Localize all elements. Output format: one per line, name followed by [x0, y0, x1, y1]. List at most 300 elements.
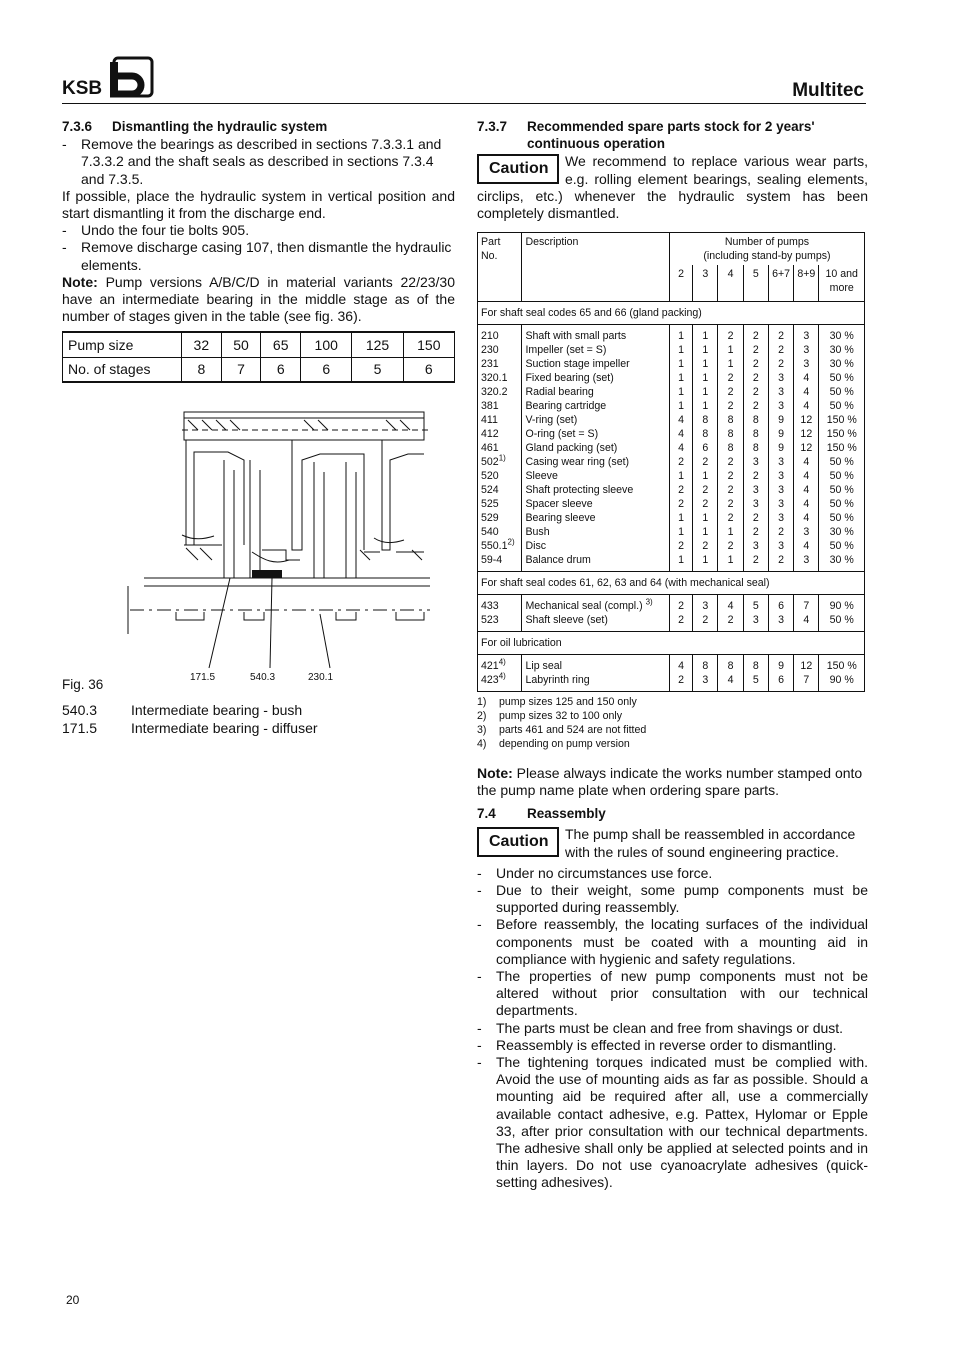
- quantity-value: 2: [702, 455, 709, 468]
- legend-code: 540.3: [62, 702, 98, 718]
- part-description: [525, 673, 666, 687]
- table-header-row: [478, 233, 865, 266]
- quantity-value: 150 %: [826, 659, 857, 672]
- quantity-value: 4: [803, 613, 810, 626]
- table-cell: 7: [221, 357, 261, 382]
- part-number: [481, 483, 518, 497]
- table-cell: [693, 594, 718, 631]
- quantity-value: 50 %: [829, 539, 854, 552]
- part-number-text: 540: [481, 525, 499, 538]
- quantity-value: 4: [803, 371, 810, 384]
- quantity-value: 2: [702, 483, 709, 496]
- footnote-ref: 1): [498, 453, 506, 463]
- table-cell: 6: [403, 357, 454, 382]
- caution-block: [477, 826, 868, 860]
- quantity-value: 3: [778, 539, 785, 552]
- quantity-value: 150 %: [826, 413, 857, 426]
- quantity-value: 2: [778, 357, 785, 370]
- quantity-value: 4: [803, 469, 810, 482]
- caution-block: [477, 153, 868, 222]
- quantity-value: 1: [702, 553, 709, 566]
- quantity-value: 4: [727, 673, 734, 686]
- quantity-value: 2: [702, 613, 709, 626]
- header-part-no: Part No.: [478, 233, 522, 302]
- table-cell: 6: [301, 357, 352, 382]
- section-heading-7-4: [477, 805, 868, 822]
- section-title: Dismantling the hydraulic system: [112, 119, 328, 134]
- table-cell: [522, 324, 670, 571]
- header-number-of-pumps: [669, 233, 864, 266]
- quantity-value: 2: [752, 525, 759, 538]
- quantity-value: 50 %: [829, 497, 854, 510]
- table-cell: [669, 594, 692, 631]
- callout-label: 540.3: [250, 672, 276, 683]
- quantity-value: 8: [727, 659, 734, 672]
- footnote-key: 1): [477, 695, 487, 708]
- header-rule: [62, 103, 866, 104]
- quantity-value: 8: [752, 413, 759, 426]
- group-oil-lubrication: [478, 631, 865, 691]
- part-number: [481, 469, 518, 483]
- quantity-value: 50 %: [829, 385, 854, 398]
- footnote-ref: 4): [498, 671, 506, 681]
- quantity-value: 3: [803, 553, 810, 566]
- legend-row: [62, 702, 318, 720]
- part-description: [525, 659, 666, 673]
- quantity-value: 2: [752, 469, 759, 482]
- quantity-value: 1: [678, 525, 685, 538]
- part-number: [481, 455, 518, 469]
- dismantle-steps-a: [62, 136, 455, 188]
- note-paragraph: [62, 274, 455, 326]
- quantity-value: 2: [752, 511, 759, 524]
- part-description-text: Mechanical seal (compl.): [525, 599, 643, 612]
- section-title: Reassembly: [527, 806, 606, 822]
- part-description-text: Suction stage impeller: [525, 357, 630, 370]
- quantity-value: 50 %: [829, 483, 854, 496]
- quantity-value: 8: [752, 659, 759, 672]
- legend-row: [62, 720, 318, 738]
- part-number: [481, 511, 518, 525]
- quantity-value: 50 %: [829, 399, 854, 412]
- legend-code: 171.5: [62, 719, 98, 736]
- table-cell: 8: [182, 357, 222, 382]
- page-number: 20: [66, 1293, 80, 1307]
- quantity-value: 8: [727, 441, 734, 454]
- part-number-text: 320.2: [481, 385, 508, 398]
- quantity-value: 9: [778, 441, 785, 454]
- table-cell: [794, 654, 819, 691]
- quantity-value: 2: [727, 511, 734, 524]
- quantity-value: 2: [752, 371, 759, 384]
- caution-badge: Caution: [477, 827, 559, 857]
- table-footnotes: [477, 695, 868, 751]
- part-description: [525, 441, 666, 455]
- part-description-text: Disc: [525, 539, 547, 552]
- part-number-text: 381: [481, 399, 499, 412]
- quantity-value: 2: [678, 497, 685, 510]
- quantity-value: 2: [752, 343, 759, 356]
- quantity-value: 3: [778, 385, 785, 398]
- footnote: [477, 709, 868, 723]
- quantity-value: 50 %: [829, 455, 854, 468]
- table-cell: [819, 324, 865, 571]
- header-title: Multitec: [792, 80, 864, 101]
- quantity-value: 4: [803, 497, 810, 510]
- quantity-value: 3: [752, 483, 759, 496]
- quantity-value: 3: [778, 497, 785, 510]
- quantity-value: 30 %: [829, 329, 854, 342]
- part-description: [525, 511, 666, 525]
- part-number-text: 412: [481, 427, 499, 440]
- part-description-text: Shaft with small parts: [525, 329, 627, 342]
- footnote-text: parts 461 and 524 are not fitted: [499, 723, 647, 736]
- table-cell: [768, 654, 793, 691]
- table-cell: 6: [261, 357, 301, 382]
- part-description-text: Bush: [525, 525, 550, 538]
- group-body-row: [478, 324, 865, 571]
- logo-text: KSB: [62, 78, 103, 99]
- part-description-text: Shaft sleeve (set): [525, 613, 608, 626]
- quantity-value: 2: [727, 371, 734, 384]
- part-number-text: 461: [481, 441, 499, 454]
- part-number: [481, 613, 518, 627]
- part-number-text: 421: [481, 659, 499, 672]
- order-note: [477, 765, 868, 799]
- quantity-value: 4: [803, 511, 810, 524]
- quantity-value: 1: [678, 357, 685, 370]
- quantity-value: 30 %: [829, 525, 854, 538]
- quantity-value: 1: [702, 357, 709, 370]
- part-number: [481, 497, 518, 511]
- table-cell: [743, 594, 768, 631]
- part-number: [481, 673, 518, 687]
- quantity-value: 3: [702, 599, 709, 612]
- quantity-value: 1: [727, 553, 734, 566]
- table-cell: [743, 324, 768, 571]
- part-number: [481, 427, 518, 441]
- table-cell: [794, 324, 819, 571]
- part-description: [525, 385, 666, 399]
- part-description: [525, 497, 666, 511]
- quantity-value: 3: [702, 673, 709, 686]
- quantity-value: 3: [778, 469, 785, 482]
- table-cell: [718, 654, 743, 691]
- quantity-value: 1: [702, 469, 709, 482]
- quantity-value: 1: [727, 357, 734, 370]
- group-gland-packing: [478, 301, 865, 571]
- quantity-value: 4: [678, 441, 685, 454]
- header-col: 6+7: [768, 265, 793, 301]
- table-cell: [693, 324, 718, 571]
- part-number: [481, 413, 518, 427]
- group-body-row: [478, 594, 865, 631]
- quantity-value: 4: [678, 427, 685, 440]
- quantity-value: 4: [803, 455, 810, 468]
- list-item: - Remove the bearings as described in sections 7.3.3.1 and 7.3.3.2 and the shaft seals as described in sections 7.3.4 and 7.3.5.: [62, 136, 455, 188]
- quantity-value: 2: [678, 483, 685, 496]
- table-row: [63, 332, 455, 357]
- table-cell: [718, 594, 743, 631]
- callout-label: 171.5: [190, 672, 216, 683]
- part-description: [525, 343, 666, 357]
- quantity-value: 2: [727, 483, 734, 496]
- legend-text: Intermediate bearing - bush: [131, 702, 303, 718]
- quantity-value: 4: [803, 385, 810, 398]
- figure-legend: [62, 702, 318, 737]
- list-item: - Undo the four tie bolts 905.: [62, 222, 455, 239]
- quantity-value: 12: [800, 441, 813, 454]
- section-title: Recommended spare parts stock for 2 years' continuous operation: [527, 119, 815, 152]
- table-cell: [522, 594, 670, 631]
- table-cell: [478, 324, 522, 571]
- quantity-value: 2: [752, 357, 759, 370]
- part-description-text: Fixed bearing (set): [525, 371, 614, 384]
- list-item: - Under no circumstances use force.: [477, 865, 868, 882]
- callout-label: 230.1: [308, 672, 334, 683]
- quantity-value: 2: [678, 599, 685, 612]
- part-description: [525, 525, 666, 539]
- group-body-row: [478, 654, 865, 691]
- reassembly-list: [477, 865, 868, 1192]
- part-number-text: 525: [481, 497, 499, 510]
- quantity-value: 2: [727, 385, 734, 398]
- group-mechanical-seal: [478, 571, 865, 631]
- part-number: [481, 399, 518, 413]
- footnote-text: depending on pump version: [499, 737, 630, 750]
- part-description: [525, 427, 666, 441]
- quantity-value: 30 %: [829, 357, 854, 370]
- quantity-value: 2: [727, 539, 734, 552]
- quantity-value: 50 %: [829, 511, 854, 524]
- quantity-value: 6: [702, 441, 709, 454]
- quantity-value: 1: [678, 371, 685, 384]
- note-text: Pump versions A/B/C/D in material variants 22/23/30 have an intermediate bearing in the middle stage as of the number of stages given in the table (see fig. 36).: [62, 273, 455, 325]
- quantity-value: 1: [702, 399, 709, 412]
- part-number-text: 520: [481, 469, 499, 482]
- list-item: - Due to their weight, some pump components must be supported during reassembly.: [477, 882, 868, 916]
- quantity-value: 1: [727, 525, 734, 538]
- quantity-value: 2: [678, 539, 685, 552]
- quantity-value: 1: [702, 371, 709, 384]
- part-description-text: Radial bearing: [525, 385, 594, 398]
- quantity-value: 7: [803, 673, 810, 686]
- part-number-text: 320.1: [481, 371, 508, 384]
- table-cell: [669, 324, 692, 571]
- quantity-value: 8: [702, 659, 709, 672]
- header-col: 2: [669, 265, 692, 301]
- spare-parts-table: [477, 232, 865, 692]
- quantity-value: 9: [778, 659, 785, 672]
- part-description: [525, 599, 666, 613]
- quantity-value: 12: [800, 427, 813, 440]
- quantity-value: 3: [752, 455, 759, 468]
- part-number-text: 550.1: [481, 539, 508, 552]
- quantity-value: 3: [803, 525, 810, 538]
- part-description-text: Bearing cartridge: [525, 399, 607, 412]
- part-number-text: 230: [481, 343, 499, 356]
- table-cell: 150: [403, 332, 454, 357]
- part-description-text: Impeller (set = S): [525, 343, 607, 356]
- part-number-text: 59-4: [481, 553, 503, 566]
- quantity-value: 2: [727, 329, 734, 342]
- quantity-value: 8: [727, 427, 734, 440]
- quantity-value: 3: [778, 613, 785, 626]
- quantity-value: 1: [702, 385, 709, 398]
- part-description-text: Spacer sleeve: [525, 497, 593, 510]
- part-number: [481, 371, 518, 385]
- part-description: [525, 469, 666, 483]
- part-description-text: V-ring (set): [525, 413, 578, 426]
- quantity-value: 3: [778, 483, 785, 496]
- quantity-value: 2: [778, 343, 785, 356]
- quantity-value: 3: [803, 329, 810, 342]
- left-column: [62, 118, 455, 383]
- section-number: 7.3.6: [62, 119, 93, 134]
- quantity-value: 3: [778, 371, 785, 384]
- quantity-value: 90 %: [829, 673, 854, 686]
- caution-text: We recommend to replace various wear parts, e.g. rolling element bearings, sealing elements, circlips, etc.) whenever the hydraulic system has been completely dismantled.: [477, 153, 868, 222]
- group-title: For shaft seal codes 65 and 66 (gland packing): [478, 301, 865, 324]
- section-number: 7.3.7: [477, 119, 508, 134]
- table-cell: Pump size: [63, 332, 182, 357]
- table-cell: [693, 654, 718, 691]
- quantity-value: 1: [678, 399, 685, 412]
- group-title-row: [478, 571, 865, 594]
- part-description: [525, 371, 666, 385]
- part-description: [525, 413, 666, 427]
- part-number-text: 423: [481, 673, 499, 686]
- quantity-value: 2: [727, 497, 734, 510]
- quantity-value: 30 %: [829, 553, 854, 566]
- list-item: - The tightening torques indicated must be complied with. Avoid the use of mounting aids as far as possible. Should a mounting aid be required after all, use a commercially available contact adhesive, e.g. Pattex, Hylomar or Epple 33, after prior consultation with our technical departments. The adhesive shall only be applied at selected points and in thin layers. Do not use cyanoacrylate adhesives (quick-setting adhesives).: [477, 1054, 868, 1192]
- quantity-value: 2: [778, 553, 785, 566]
- header-line: Number of pumps: [724, 236, 810, 249]
- table-cell: No. of stages: [63, 357, 182, 382]
- table-cell: [718, 324, 743, 571]
- quantity-value: 1: [678, 469, 685, 482]
- quantity-value: 50 %: [829, 371, 854, 384]
- quantity-value: 4: [803, 483, 810, 496]
- quantity-value: 150 %: [826, 441, 857, 454]
- part-description: [525, 329, 666, 343]
- header-line: (including stand-by pumps): [703, 250, 831, 263]
- header-col: 8+9: [794, 265, 819, 301]
- part-number: [481, 385, 518, 399]
- part-description-text: Balance drum: [525, 553, 591, 566]
- group-title: For oil lubrication: [478, 631, 865, 654]
- caution-badge: Caution: [477, 154, 559, 184]
- header-col: 10 and more: [819, 265, 865, 301]
- footnote-key: 3): [477, 723, 487, 736]
- table-cell: [768, 594, 793, 631]
- quantity-value: 2: [778, 329, 785, 342]
- part-description-text: O-ring (set = S): [525, 427, 599, 440]
- section-number: 7.4: [477, 806, 496, 822]
- table-cell: [819, 654, 865, 691]
- quantity-value: 2: [752, 385, 759, 398]
- quantity-value: 50 %: [829, 469, 854, 482]
- part-number-text: 231: [481, 357, 499, 370]
- part-number-text: 523: [481, 613, 499, 626]
- quantity-value: 1: [702, 329, 709, 342]
- table-cell: 65: [261, 332, 301, 357]
- part-number: [481, 553, 518, 567]
- header-col: 3: [693, 265, 718, 301]
- table-cell: [478, 654, 522, 691]
- table-cell: [478, 594, 522, 631]
- quantity-value: 8: [702, 413, 709, 426]
- caution-text: The pump shall be reassembled in accordance with the rules of sound engineering practice.: [565, 826, 856, 860]
- quantity-value: 3: [752, 539, 759, 552]
- pump-section-drawing: [124, 400, 434, 685]
- part-number: [481, 539, 518, 553]
- group-title: For shaft seal codes 61, 62, 63 and 64 (with mechanical seal): [478, 571, 865, 594]
- group-title-row: [478, 301, 865, 324]
- quantity-value: 2: [752, 399, 759, 412]
- footnote-ref: 3): [645, 597, 653, 607]
- quantity-value: 8: [752, 441, 759, 454]
- quantity-value: 6: [778, 599, 785, 612]
- right-column: [477, 118, 868, 1192]
- footnote-text: pump sizes 32 to 100 only: [499, 709, 623, 722]
- legend-text: Intermediate bearing - diffuser: [131, 719, 318, 736]
- quantity-value: 4: [678, 659, 685, 672]
- figure-label: Fig. 36: [62, 677, 104, 692]
- table-cell: [819, 594, 865, 631]
- quantity-value: 2: [678, 455, 685, 468]
- quantity-value: 2: [727, 399, 734, 412]
- quantity-value: 4: [678, 413, 685, 426]
- quantity-value: 1: [678, 385, 685, 398]
- quantity-value: 2: [727, 613, 734, 626]
- table-cell: 100: [301, 332, 352, 357]
- table-cell: 32: [182, 332, 222, 357]
- list-item: - Reassembly is effected in reverse order to dismantling.: [477, 1037, 868, 1054]
- part-number-text: 210: [481, 329, 499, 342]
- table-cell: 125: [352, 332, 403, 357]
- table-cell: 50: [221, 332, 261, 357]
- footnote-ref: 4): [498, 657, 506, 667]
- list-item: - Remove discharge casing 107, then dismantle the hydraulic elements.: [62, 239, 455, 273]
- paragraph: If possible, place the hydraulic system in vertical position and start dismantling it from the discharge end.: [62, 187, 455, 222]
- list-item: - Before reassembly, the locating surfaces of the individual components must be coated with a mounting aid in compliance with hygienic and safety regulations.: [477, 916, 868, 968]
- ksb-logo: [62, 56, 154, 100]
- part-number-text: 502: [481, 455, 499, 468]
- footnote-text: pump sizes 125 and 150 only: [499, 695, 637, 708]
- part-description: [525, 455, 666, 469]
- quantity-value: 2: [752, 329, 759, 342]
- quantity-value: 1: [727, 343, 734, 356]
- part-number: [481, 343, 518, 357]
- quantity-value: 8: [727, 413, 734, 426]
- quantity-value: 4: [803, 539, 810, 552]
- quantity-value: 8: [702, 427, 709, 440]
- quantity-value: 2: [752, 553, 759, 566]
- table-cell: [794, 594, 819, 631]
- quantity-value: 3: [752, 613, 759, 626]
- quantity-value: 5: [752, 673, 759, 686]
- table-cell: [743, 654, 768, 691]
- table-cell: 5: [352, 357, 403, 382]
- header-description: Description: [522, 233, 670, 302]
- quantity-value: 4: [727, 599, 734, 612]
- table-cell: [669, 654, 692, 691]
- quantity-value: 1: [702, 525, 709, 538]
- part-number-text: 524: [481, 483, 499, 496]
- part-description-text: Labyrinth ring: [525, 673, 590, 686]
- note-label: Note:: [62, 273, 98, 290]
